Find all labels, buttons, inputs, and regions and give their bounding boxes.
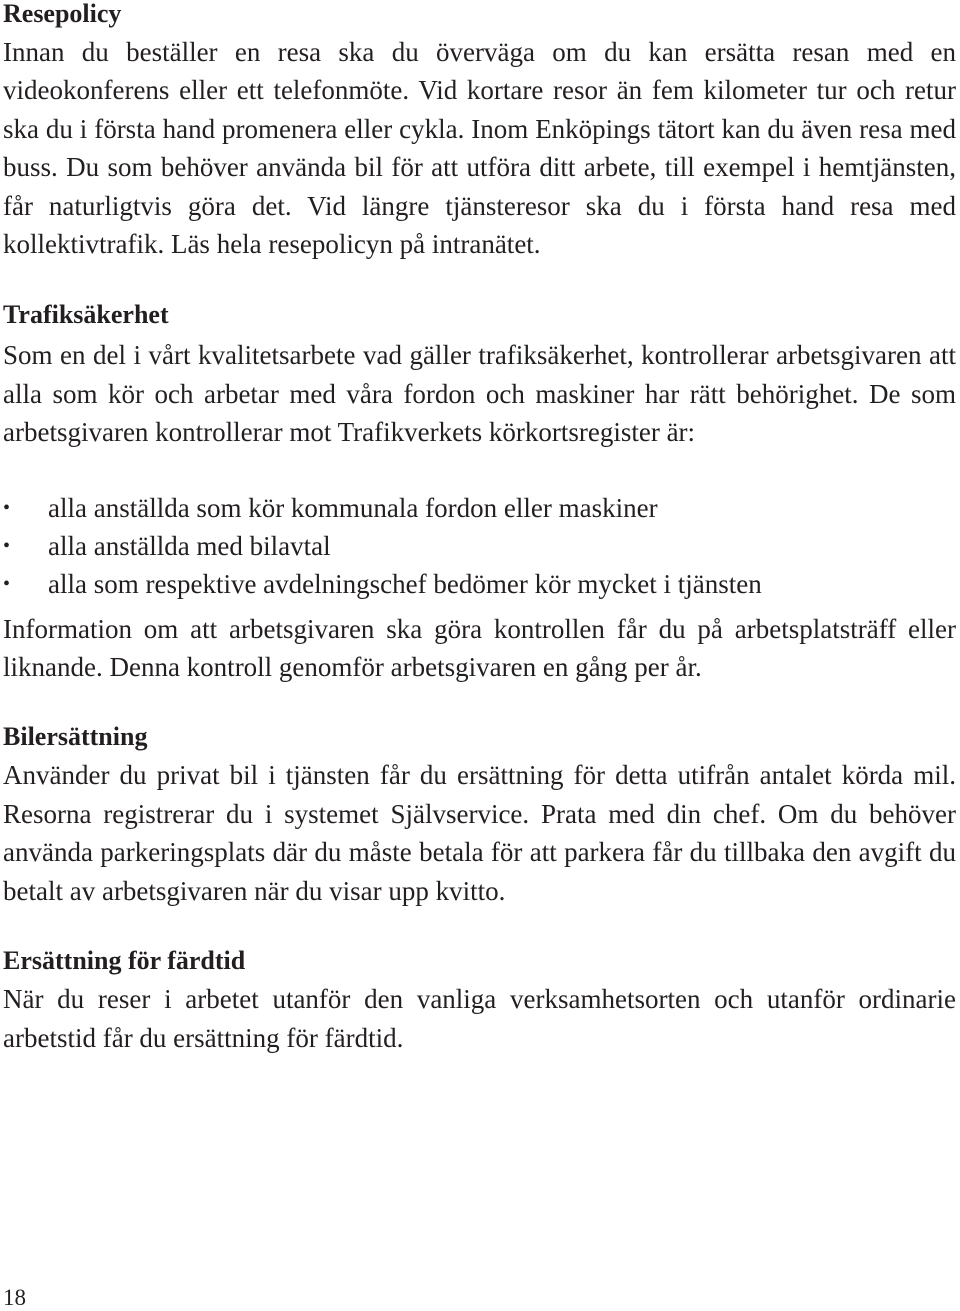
document-page [3,0,956,1057]
bullet-icon: • [3,534,11,557]
list-item [3,527,956,565]
section-heading: Trafiksäkerhet [3,300,169,330]
list-item [3,489,956,527]
section-bilersattning [3,723,956,910]
section-resepolicy [3,0,956,263]
section-body: Använder du privat bil i tjänsten får du ersättning för detta utifrån antalet körda mil. Resorna registrerar du i systemet Självservice. Prata med din chef. Om du behöver använda parkeringsplats där du måste betala för att parkera får du tillbaka den avgift du betalt av arbetsgivaren när du visar upp kvitto. [3,760,956,906]
section-heading: Ersättning för färdtid [3,946,246,976]
section-body: Innan du beställer en resa ska du överväga om du kan ersätta resan med en videokonferens eller ett telefonmöte. Vid kortare resor än fem kilometer tur och retur ska du i första hand promenera eller cykla. Inom Enköpings tätort kan du även resa med buss. Du som behöver använda bil för att utföra ditt arbete, till exempel i hemtjänsten, får naturligtvis göra det. Vid längre tjänsteresor ska du i första hand resa med kollektivtrafik. Läs hela resepolicyn på intranätet. [3,37,956,260]
list-item-text: alla anställda med bilavtal [48,530,331,561]
section-heading: Bilersättning [3,722,148,752]
list-item-text: alla anställda som kör kommunala fordon eller maskiner [48,492,658,523]
bullet-icon: • [3,572,11,595]
section-body: Som en del i vårt kvalitetsarbete vad gäller trafiksäkerhet, kontrollerar arbetsgivaren att alla som kör och arbetar med våra fordon och maskiner har rätt behörighet. De som arbetsgivaren kontrollerar mot Trafikverkets körkortsregister är: [3,340,956,448]
section-heading: Resepolicy [3,0,122,28]
bullet-list [3,489,956,603]
section-note: Information om att arbetsgivaren ska göra kontrollen får du på arbetsplatsträff eller liknande. Denna kontroll genomför arbetsgivaren en gång per år. [3,613,956,683]
list-item [3,565,956,603]
section-trafiksakerhet [3,301,956,686]
bullet-icon: • [3,496,11,519]
section-body: När du reser i arbetet utanför den vanliga verksamhetsorten och utanför ordinarie arbetstid får du ersättning för färdtid. [3,984,956,1053]
section-ersattning-fardtid [3,947,956,1057]
list-item-text: alla som respektive avdelningschef bedömer kör mycket i tjänsten [48,568,762,599]
page-number: 18 [3,1285,26,1310]
